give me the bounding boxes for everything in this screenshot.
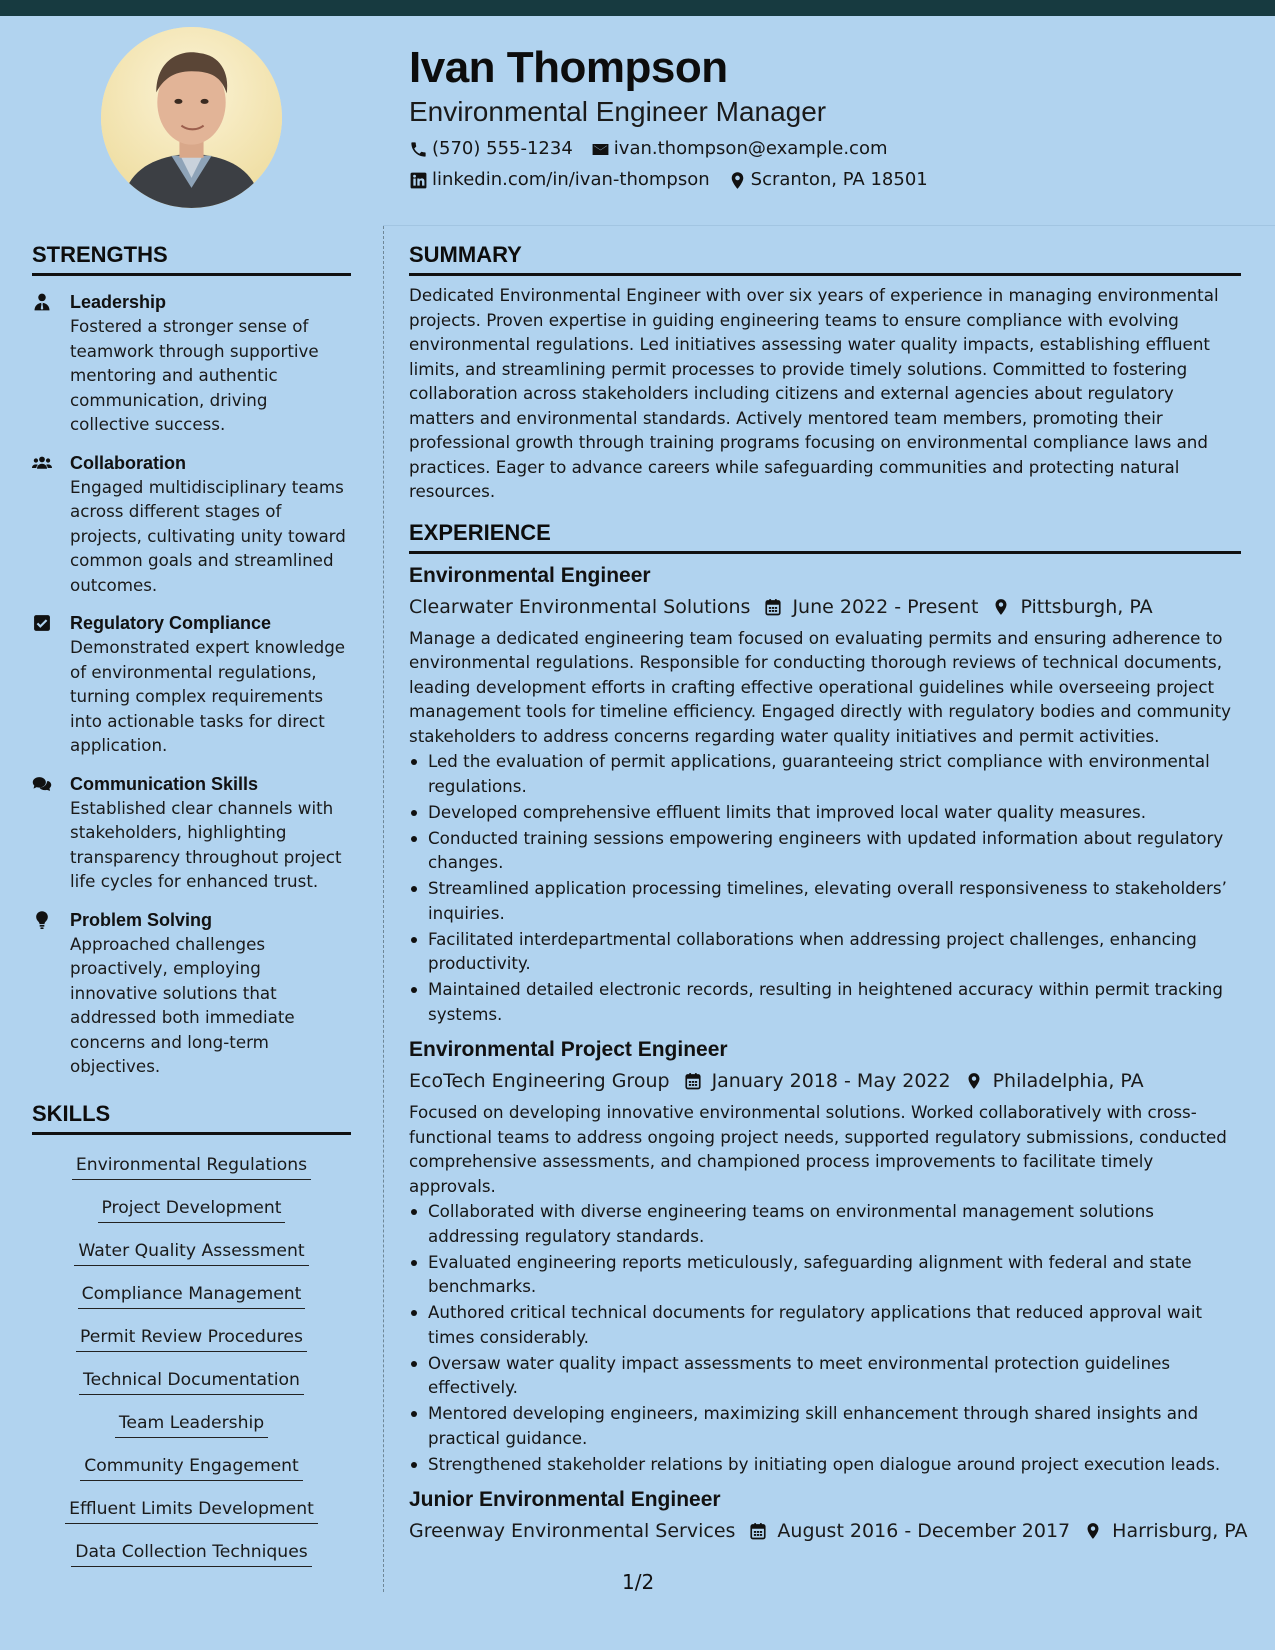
strength-description: Approached challenges proactively, employing innovative solutions that addressed both immediate concerns and long-term objectives.	[70, 933, 295, 1076]
location-text: Scranton, PA 18501	[750, 169, 928, 190]
phone-contact	[409, 134, 573, 164]
job-bullets	[409, 749, 1241, 1026]
job-description: Focused on developing innovative environmental solutions. Worked collaboratively with cross-functional teams to address ongoing project needs, supported regulatory submissions, conducted comprehensive assessments, and championed process improvements to facilitate timely approvals.	[409, 1102, 1227, 1196]
experience-heading: EXPERIENCE	[409, 518, 1241, 554]
skill-tag: Permit Review Procedures	[76, 1324, 307, 1352]
strength-item	[32, 290, 351, 437]
candidate-title: Environmental Engineer Manager	[409, 96, 827, 127]
job-meta	[409, 592, 1241, 622]
bullet-item: Facilitated interdepartmental collaborations when addressing project challenges, enhancing productivity.	[409, 927, 1241, 976]
experience-entry	[409, 1036, 1241, 1476]
strengths-heading: STRENGTHS	[32, 240, 351, 276]
experience-entry	[409, 1486, 1248, 1546]
strength-item	[32, 611, 351, 758]
job-title: Environmental Project Engineer	[409, 1038, 728, 1061]
bullet-item: Developed comprehensive effluent limits that improved local water quality measures.	[409, 800, 1241, 825]
skill-tag: Environmental Regulations	[72, 1152, 311, 1180]
company-name: EcoTech Engineering Group	[409, 1070, 670, 1092]
skill-tag: Team Leadership	[115, 1410, 268, 1438]
skill-tag: Compliance Management	[78, 1281, 306, 1309]
bullet-item: Collaborated with diverse engineering teams on environmental management solutions addressing regulatory standards.	[409, 1199, 1241, 1248]
phone-text: (570) 555-1234	[432, 138, 573, 159]
header-divider	[383, 225, 1275, 226]
bullet-item: Evaluated engineering reports meticulously, safeguarding alignment with federal and state benchmarks.	[409, 1250, 1241, 1299]
contact-row-2	[409, 165, 1249, 195]
checkbox-icon	[32, 613, 52, 633]
comments-icon	[32, 774, 52, 794]
skill-tag: Project Development	[98, 1195, 286, 1223]
bullet-item: Authored critical technical documents for regulatory applications that reduced approval wait times considerably.	[409, 1300, 1241, 1349]
location-contact	[728, 165, 928, 195]
bullet-item: Conducted training sessions empowering engineers with updated information about regulatory changes.	[409, 826, 1241, 875]
lightbulb-icon	[32, 910, 52, 930]
job-title: Environmental Engineer	[409, 563, 651, 587]
strength-description: Engaged multidisciplinary teams across different stages of projects, cultivating unity toward common goals and streamlined outcomes.	[70, 476, 346, 595]
job-title: Junior Environmental Engineer	[409, 1488, 721, 1511]
job-description: Manage a dedicated engineering team focused on evaluating permits and ensuring adherence to environmental regulations. Responsible for conducting thorough reviews of technical documents, leading development efforts in crafting effective operational guidelines while overseeing project management tools for timeline efficiency. Engaged directly with regulatory bodies and community stakeholders to address concerns regarding water quality initiatives and permit activities.	[409, 627, 1232, 746]
job-location: Pittsburgh, PA	[1020, 595, 1153, 618]
skill-tag: Technical Documentation	[79, 1367, 304, 1395]
summary-heading: SUMMARY	[409, 240, 1241, 276]
linkedin-icon	[409, 171, 428, 190]
bullet-item: Strengthened stakeholder relations by initiating open dialogue around project execution leads.	[409, 1452, 1241, 1477]
strength-title: Problem Solving	[70, 909, 213, 930]
envelope-icon	[591, 140, 610, 159]
strength-title: Collaboration	[70, 452, 186, 473]
job-meta	[409, 1066, 1241, 1096]
job-location: Philadelphia, PA	[992, 1070, 1144, 1092]
candidate-name: Ivan Thompson	[409, 43, 728, 92]
skills-list	[32, 1141, 351, 1571]
contact-row-1	[409, 134, 1249, 164]
left-column	[32, 240, 351, 1571]
job-meta	[409, 1516, 1248, 1546]
email-contact[interactable]	[591, 134, 888, 164]
column-divider	[383, 226, 384, 1592]
top-bar	[0, 0, 1275, 16]
job-dates: January 2018 - May 2022	[711, 1070, 951, 1092]
portrait-image	[101, 27, 282, 208]
bullet-item: Led the evaluation of permit applications, guaranteeing strict compliance with environmental regulations.	[409, 749, 1241, 798]
bullet-item: Streamlined application processing timelines, elevating overall responsiveness to stakeholders’ inquiries.	[409, 876, 1241, 925]
strength-title: Leadership	[70, 292, 167, 312]
email-text[interactable]: ivan.thompson@example.com	[613, 138, 888, 159]
phone-icon	[409, 140, 428, 159]
company-name: Greenway Environmental Services	[409, 1520, 736, 1542]
map-pin-icon	[992, 598, 1010, 616]
job-dates: June 2022 - Present	[792, 595, 979, 618]
skill-tag: Effluent Limits Development	[65, 1496, 318, 1524]
users-icon	[32, 453, 52, 473]
linkedin-contact[interactable]	[409, 165, 710, 195]
skill-tag: Community Engagement	[80, 1453, 303, 1481]
company-name: Clearwater Environmental Solutions	[409, 595, 751, 618]
bullet-item: Maintained detailed electronic records, resulting in heightened accuracy within permit tracking systems.	[409, 977, 1241, 1026]
strength-description: Fostered a stronger sense of teamwork through supportive mentoring and authentic communication, driving collective success.	[70, 316, 319, 434]
linkedin-text[interactable]: linkedin.com/in/ivan-thompson	[432, 169, 710, 190]
calendar-icon	[764, 598, 782, 616]
strength-item	[32, 908, 351, 1079]
skills-heading: SKILLS	[32, 1099, 351, 1135]
map-pin-icon	[965, 1072, 983, 1090]
strength-title: Communication Skills	[70, 773, 259, 794]
job-dates: August 2016 - December 2017	[777, 1520, 1071, 1542]
map-pin-icon	[728, 171, 747, 190]
resume-header	[409, 40, 1249, 195]
strength-description: Established clear channels with stakeholders, highlighting transparency throughout project life cycles for enhanced trust.	[70, 797, 342, 891]
job-location: Harrisburg, PA	[1112, 1520, 1248, 1542]
user-tie-icon	[32, 292, 52, 312]
bullet-item: Oversaw water quality impact assessments to meet environmental protection guidelines effectively.	[409, 1351, 1241, 1400]
strength-item	[32, 772, 351, 894]
map-pin-icon	[1084, 1522, 1102, 1540]
bullet-item: Mentored developing engineers, maximizing skill enhancement through shared insights and practical guidance.	[409, 1401, 1241, 1450]
skill-tag: Water Quality Assessment	[74, 1238, 308, 1266]
right-column	[409, 240, 1248, 1546]
calendar-icon	[684, 1072, 702, 1090]
strength-title: Regulatory Compliance	[70, 613, 272, 633]
page-number: 1/2	[622, 1570, 655, 1594]
profile-photo	[101, 27, 282, 208]
strength-description: Demonstrated expert knowledge of environmental regulations, turning complex requirements into actionable tasks for direct application.	[70, 637, 346, 755]
experience-entry	[409, 562, 1241, 1027]
skill-tag: Data Collection Techniques	[71, 1539, 311, 1567]
strength-item	[32, 451, 351, 598]
calendar-icon	[749, 1522, 767, 1540]
job-bullets	[409, 1199, 1241, 1476]
summary-text: Dedicated Environmental Engineer with over six years of experience in managing environmental projects. Proven expertise in guiding engineering teams to ensure compliance with evolving environmental regulations. Led initiatives assessing water quality impacts, establishing effluent limits, and streamlining permit processes to provide timely solutions. Committed to fostering collaboration across stakeholders including citizens and external agencies about regulatory matters and environmental standards. Actively mentored team members, promoting their professional growth through training programs focusing on environmental compliance laws and practices. Eager to advance careers while safeguarding communities and protecting natural resources.	[409, 285, 1219, 501]
